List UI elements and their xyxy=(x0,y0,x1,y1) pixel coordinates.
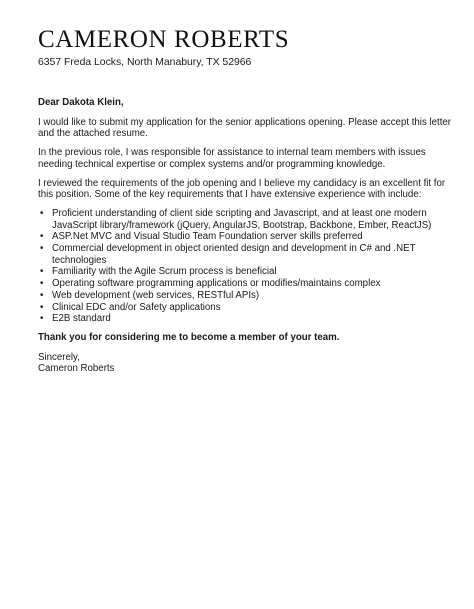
list-item: • Web development (web services, RESTful APIs) xyxy=(38,290,462,302)
list-item: • Commercial development in object oriented design and development in C# and .NET technologies xyxy=(38,243,462,266)
list-item: • Operating software programming applications or modifies/maintains complex xyxy=(38,278,462,290)
salutation: Dear Dakota Klein, xyxy=(38,97,124,108)
list-item: • ASP.Net MVC and Visual Studio Team Foundation server skills preferred xyxy=(38,231,462,243)
closing: Sincerely, xyxy=(38,351,80,363)
applicant-name-heading: CAMERON ROBERTS xyxy=(38,26,290,53)
thank-you-line: Thank you for considering me to become a member of your team. xyxy=(38,331,340,343)
requirements-intro-paragraph: I reviewed the requirements of the job opening and I believe my candidacy is an excellent fit for this position. Some of the key requirements that I have extensive experience with include: xyxy=(38,177,446,201)
list-item: • Proficient understanding of client side scripting and Javascript, and at least one modern JavaScript library/framework (jQuery, AngularJS, Bootstrap, Backbone, Ember, ReactJS) xyxy=(38,208,462,231)
applicant-address: 6357 Freda Locks, North Manabury, TX 52966 xyxy=(38,57,252,68)
signature-name: Cameron Roberts xyxy=(38,363,115,375)
requirements-list xyxy=(38,208,462,325)
intro-paragraph: I would like to submit my application for the senior applications opening. Please accept this letter and the attached resume. xyxy=(38,116,452,140)
previous-role-paragraph: In the previous role, I was responsible for assistance to internal team members with issues needing technical expertise or complex systems and/or programming knowledge. xyxy=(38,147,426,170)
list-item: • E2B standard xyxy=(38,313,462,325)
list-item: • Clinical EDC and/or Safety applications xyxy=(38,302,462,314)
list-item: • Familiarity with the Agile Scrum process is beneficial xyxy=(38,266,462,278)
letter-body xyxy=(38,97,462,375)
